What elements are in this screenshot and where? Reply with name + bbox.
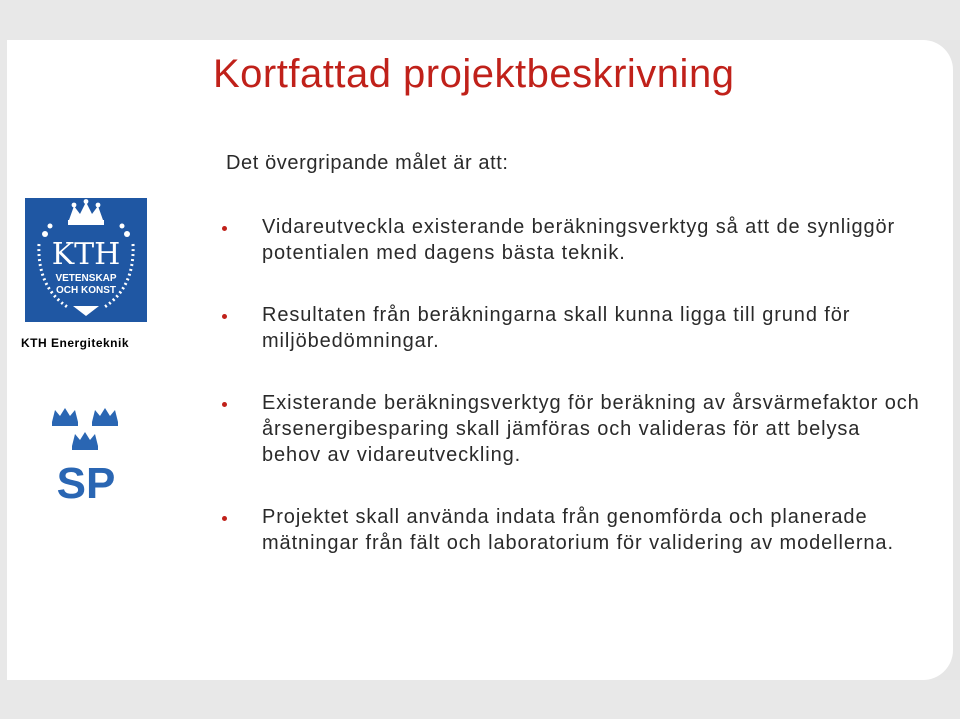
top-band [0, 0, 960, 40]
bullet-icon [222, 314, 227, 319]
kth-abbr: KTH [51, 237, 121, 272]
sp-abbr: SP [56, 459, 116, 504]
bullet-text: Existerande beräkningsverktyg för beräkning av årsvärmefaktor och årsenergibesparing skall jämföras och valideras för att belysa behov av vidareutveckling. [262, 392, 920, 466]
bullet-item [222, 504, 922, 556]
bullet-item [222, 390, 922, 468]
bullet-text: Projektet skall använda indata från genomförda och planerade mätningar från fält och laboratorium för validering av modellerna. [262, 506, 894, 554]
slide-intro: Det övergripande målet är att: [226, 152, 509, 174]
bullet-text: Resultaten från beräkningarna skall kunna ligga till grund för miljöbedömningar. [262, 304, 851, 352]
bullet-icon [222, 516, 227, 521]
left-strip [0, 40, 7, 680]
bullet-item [222, 302, 922, 354]
bullet-item [222, 214, 922, 266]
kth-logo-icon [25, 198, 147, 322]
bullet-icon [222, 226, 227, 231]
kth-caption: KTH Energiteknik [21, 336, 130, 350]
sp-logo-icon [46, 404, 126, 504]
bottom-band [0, 680, 960, 719]
slide-panel [7, 40, 953, 680]
slide-title: Kortfattad projektbeskrivning [213, 52, 735, 96]
kth-line2: OCH KONST [56, 285, 116, 296]
kth-line1: VETENSKAP [55, 273, 117, 284]
bullet-icon [222, 402, 227, 407]
bullet-text: Vidareutveckla existerande beräkningsverktyg så att de synliggör potentialen med dagens bästa teknik. [262, 216, 896, 264]
